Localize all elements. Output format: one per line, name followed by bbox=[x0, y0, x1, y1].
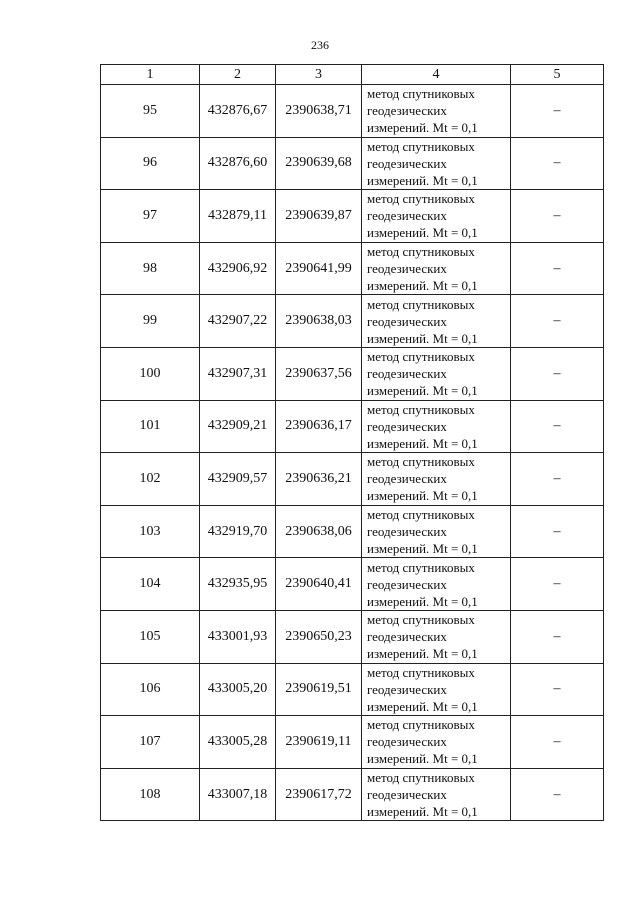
method-line-1: метод спутниковых bbox=[367, 401, 475, 417]
point-number: 101 bbox=[101, 400, 200, 453]
y-coordinate: 2390619,11 bbox=[276, 716, 362, 769]
method-cell bbox=[362, 347, 511, 400]
y-coordinate: 2390641,99 bbox=[276, 242, 362, 295]
method-cell bbox=[362, 663, 511, 716]
method-line-2: геодезических bbox=[367, 418, 447, 434]
table-row bbox=[101, 400, 604, 453]
x-coordinate: 432909,21 bbox=[200, 400, 276, 453]
method-line-1: метод спутниковых bbox=[367, 454, 475, 470]
coordinates-table bbox=[100, 64, 604, 821]
header-col-3: 3 bbox=[276, 65, 362, 85]
method-line-2: геодезических bbox=[367, 155, 447, 171]
header-col-1: 1 bbox=[101, 65, 200, 85]
point-number: 96 bbox=[101, 137, 200, 190]
col5-value: – bbox=[511, 347, 604, 400]
method-line-1: метод спутниковых bbox=[367, 138, 475, 154]
table-row bbox=[101, 610, 604, 663]
method-cell bbox=[362, 610, 511, 663]
method-cell bbox=[362, 558, 511, 611]
y-coordinate: 2390639,87 bbox=[276, 190, 362, 243]
x-coordinate: 432919,70 bbox=[200, 505, 276, 558]
col5-value: – bbox=[511, 716, 604, 769]
header-col-4: 4 bbox=[362, 65, 511, 85]
header-row bbox=[101, 65, 604, 85]
method-line-2: геодезических bbox=[367, 787, 447, 803]
table-row bbox=[101, 85, 604, 138]
point-number: 95 bbox=[101, 85, 200, 138]
table-header bbox=[101, 65, 604, 85]
method-line-3: измерений. Mt = 0,1 bbox=[367, 330, 478, 346]
method-cell bbox=[362, 190, 511, 243]
table-row bbox=[101, 716, 604, 769]
method-line-3: измерений. Mt = 0,1 bbox=[367, 593, 478, 609]
method-cell bbox=[362, 137, 511, 190]
table-row bbox=[101, 190, 604, 243]
method-line-1: метод спутниковых bbox=[367, 717, 475, 733]
method-line-1: метод спутниковых bbox=[367, 86, 475, 102]
method-line-3: измерений. Mt = 0,1 bbox=[367, 278, 478, 294]
x-coordinate: 433005,28 bbox=[200, 716, 276, 769]
point-number: 104 bbox=[101, 558, 200, 611]
table-row bbox=[101, 347, 604, 400]
table-row bbox=[101, 295, 604, 348]
method-cell bbox=[362, 295, 511, 348]
method-cell bbox=[362, 505, 511, 558]
point-number: 106 bbox=[101, 663, 200, 716]
x-coordinate: 433005,20 bbox=[200, 663, 276, 716]
col5-value: – bbox=[511, 137, 604, 190]
method-cell bbox=[362, 85, 511, 138]
method-line-2: геодезических bbox=[367, 471, 447, 487]
method-line-2: геодезических bbox=[367, 103, 447, 119]
x-coordinate: 432879,11 bbox=[200, 190, 276, 243]
method-cell bbox=[362, 453, 511, 506]
method-line-3: измерений. Mt = 0,1 bbox=[367, 225, 478, 241]
method-line-1: метод спутниковых bbox=[367, 770, 475, 786]
method-cell bbox=[362, 242, 511, 295]
point-number: 105 bbox=[101, 610, 200, 663]
method-cell bbox=[362, 716, 511, 769]
table-row bbox=[101, 768, 604, 821]
header-col-2: 2 bbox=[200, 65, 276, 85]
point-number: 100 bbox=[101, 347, 200, 400]
y-coordinate: 2390638,71 bbox=[276, 85, 362, 138]
method-line-2: геодезических bbox=[367, 681, 447, 697]
point-number: 97 bbox=[101, 190, 200, 243]
col5-value: – bbox=[511, 453, 604, 506]
method-line-1: метод спутниковых bbox=[367, 507, 475, 523]
table-body bbox=[101, 85, 604, 821]
method-line-3: измерений. Mt = 0,1 bbox=[367, 804, 478, 820]
x-coordinate: 432907,22 bbox=[200, 295, 276, 348]
method-line-3: измерений. Mt = 0,1 bbox=[367, 698, 478, 714]
table-row bbox=[101, 137, 604, 190]
method-line-3: измерений. Mt = 0,1 bbox=[367, 751, 478, 767]
y-coordinate: 2390640,41 bbox=[276, 558, 362, 611]
method-line-1: метод спутниковых bbox=[367, 191, 475, 207]
col5-value: – bbox=[511, 558, 604, 611]
y-coordinate: 2390638,06 bbox=[276, 505, 362, 558]
col5-value: – bbox=[511, 610, 604, 663]
method-line-3: измерений. Mt = 0,1 bbox=[367, 488, 478, 504]
point-number: 107 bbox=[101, 716, 200, 769]
method-line-2: геодезических bbox=[367, 208, 447, 224]
col5-value: – bbox=[511, 190, 604, 243]
point-number: 108 bbox=[101, 768, 200, 821]
method-line-1: метод спутниковых bbox=[367, 244, 475, 260]
col5-value: – bbox=[511, 85, 604, 138]
point-number: 102 bbox=[101, 453, 200, 506]
method-line-3: измерений. Mt = 0,1 bbox=[367, 120, 478, 136]
header-col-5: 5 bbox=[511, 65, 604, 85]
method-line-2: геодезических bbox=[367, 366, 447, 382]
method-line-2: геодезических bbox=[367, 524, 447, 540]
y-coordinate: 2390650,23 bbox=[276, 610, 362, 663]
col5-value: – bbox=[511, 295, 604, 348]
method-line-3: измерений. Mt = 0,1 bbox=[367, 172, 478, 188]
table-row bbox=[101, 505, 604, 558]
method-line-1: метод спутниковых bbox=[367, 664, 475, 680]
y-coordinate: 2390619,51 bbox=[276, 663, 362, 716]
x-coordinate: 432876,67 bbox=[200, 85, 276, 138]
method-line-2: геодезических bbox=[367, 734, 447, 750]
table-row bbox=[101, 663, 604, 716]
x-coordinate: 432876,60 bbox=[200, 137, 276, 190]
x-coordinate: 432935,95 bbox=[200, 558, 276, 611]
y-coordinate: 2390637,56 bbox=[276, 347, 362, 400]
col5-value: – bbox=[511, 505, 604, 558]
method-line-3: измерений. Mt = 0,1 bbox=[367, 383, 478, 399]
method-line-3: измерений. Mt = 0,1 bbox=[367, 646, 478, 662]
x-coordinate: 433001,93 bbox=[200, 610, 276, 663]
x-coordinate: 433007,18 bbox=[200, 768, 276, 821]
method-line-2: геодезических bbox=[367, 313, 447, 329]
y-coordinate: 2390636,17 bbox=[276, 400, 362, 453]
point-number: 99 bbox=[101, 295, 200, 348]
method-line-2: геодезических bbox=[367, 629, 447, 645]
method-cell bbox=[362, 400, 511, 453]
method-cell bbox=[362, 768, 511, 821]
point-number: 103 bbox=[101, 505, 200, 558]
method-line-1: метод спутниковых bbox=[367, 612, 475, 628]
x-coordinate: 432909,57 bbox=[200, 453, 276, 506]
y-coordinate: 2390617,72 bbox=[276, 768, 362, 821]
method-line-3: измерений. Mt = 0,1 bbox=[367, 541, 478, 557]
y-coordinate: 2390636,21 bbox=[276, 453, 362, 506]
table-row bbox=[101, 558, 604, 611]
y-coordinate: 2390639,68 bbox=[276, 137, 362, 190]
col5-value: – bbox=[511, 242, 604, 295]
method-line-2: геодезических bbox=[367, 576, 447, 592]
method-line-3: измерений. Mt = 0,1 bbox=[367, 435, 478, 451]
x-coordinate: 432906,92 bbox=[200, 242, 276, 295]
method-line-2: геодезических bbox=[367, 261, 447, 277]
method-line-1: метод спутниковых bbox=[367, 296, 475, 312]
method-line-1: метод спутниковых bbox=[367, 559, 475, 575]
col5-value: – bbox=[511, 400, 604, 453]
point-number: 98 bbox=[101, 242, 200, 295]
col5-value: – bbox=[511, 768, 604, 821]
y-coordinate: 2390638,03 bbox=[276, 295, 362, 348]
x-coordinate: 432907,31 bbox=[200, 347, 276, 400]
page-number: 236 bbox=[311, 38, 329, 52]
table-row bbox=[101, 453, 604, 506]
method-line-1: метод спутниковых bbox=[367, 349, 475, 365]
col5-value: – bbox=[511, 663, 604, 716]
table-row bbox=[101, 242, 604, 295]
